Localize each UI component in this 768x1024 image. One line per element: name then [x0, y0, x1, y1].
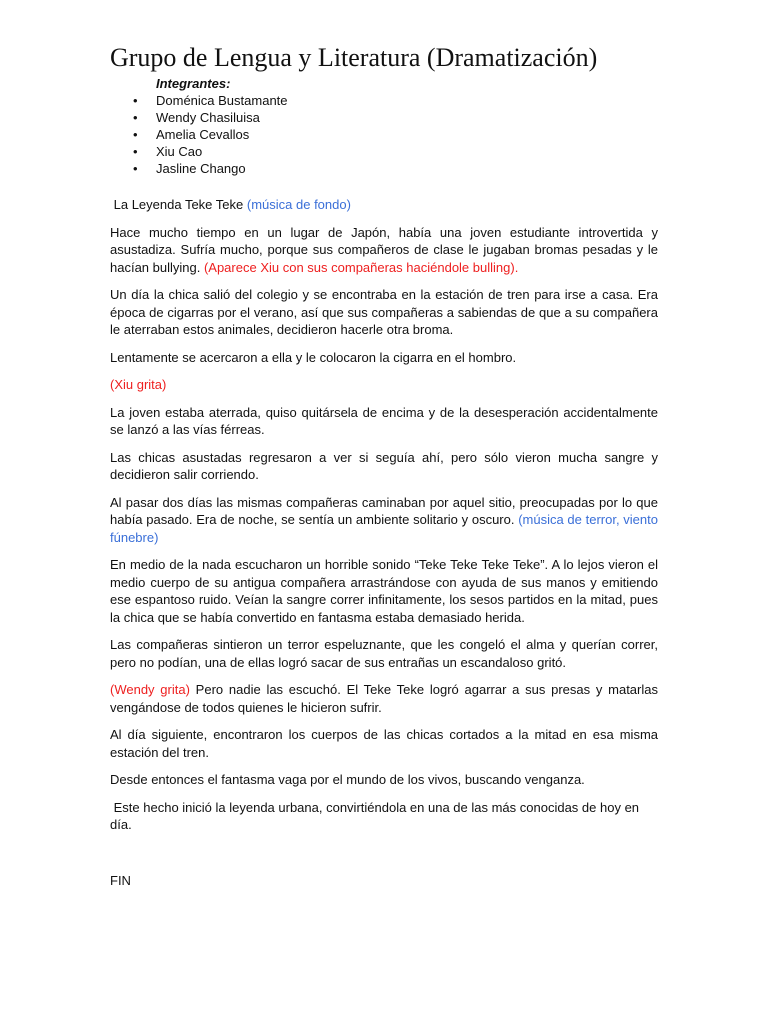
paragraph: [110, 556, 658, 626]
paragraph-text: Un día la chica salió del colegio y se encontraba en la estación de tren para irse a casa. Era época de cigarras por el verano, así que sus compañeras a sabiendas de que a su compañera le aterraban estos animales, decidieron hacerle otra broma.: [110, 287, 658, 337]
paragraph-text: Las chicas asustadas regresaron a ver si seguía ahí, pero sólo vieron mucha sangre y decidieron salir corriendo.: [110, 449, 658, 482]
paragraph-text: Lentamente se acercaron a ella y le colocaron la cigarra en el hombro.: [110, 349, 517, 365]
story-title: [110, 196, 658, 214]
paragraph: [110, 349, 658, 367]
member-name: Wendy Chasiluisa: [156, 110, 260, 125]
bullet-icon: •: [133, 110, 138, 125]
stage-direction: (música de terror, viento fúnebre): [110, 512, 658, 545]
bullet-icon: •: [133, 93, 138, 108]
list-item: [110, 109, 658, 126]
stage-direction: (Wendy grita): [110, 682, 190, 697]
paragraph-text: La joven estaba aterrada, quiso quitársela de encima y de la desesperación accidentalmente se lanzó a las vías férreas.: [110, 404, 658, 437]
paragraph: [110, 636, 658, 671]
paragraph: [110, 286, 658, 339]
paragraph-text: Desde entonces el fantasma vaga por el mundo de los vivos, buscando venganza.: [110, 772, 585, 787]
list-item: [110, 143, 658, 160]
bullet-icon: •: [133, 161, 138, 176]
bullet-icon: •: [133, 127, 138, 142]
member-name: Jasline Chango: [156, 161, 246, 176]
members-list: [110, 92, 658, 177]
member-name: Xiu Cao: [156, 144, 203, 159]
paragraph: [110, 494, 658, 547]
paragraph-text: Pero nadie las escuchó. El Teke Teke logró agarrar a sus presas y matarlas vengándose de todos quienes le hicieron sufrir.: [110, 682, 658, 715]
members-label: Integrantes:: [156, 76, 231, 91]
paragraph-text: Al día siguiente, encontraron los cuerpos de las chicas cortados a la mitad en esa misma estación del tren.: [110, 727, 658, 760]
paragraph-text: En medio de la nada escucharon un horrible sonido “Teke Teke Teke Teke”. A lo lejos vieron el medio cuerpo de su antigua compañera arrastrándose con ayuda de sus manos y emitiendo ese espantoso ruido. Veían la sangre correr infinitamente, los sesos partidos en la mitad, pues la chica que se había convertido en fantasma estaba demasiado herida.: [110, 557, 658, 625]
list-item: [110, 126, 658, 143]
bullet-icon: •: [133, 144, 138, 159]
stage-direction: (Xiu grita): [110, 377, 167, 392]
page-title: Grupo de Lengua y Literatura (Dramatización): [110, 43, 598, 72]
paragraph: [110, 681, 658, 716]
document-body: [110, 196, 658, 889]
paragraph-text: Las compañeras sintieron un terror espeluznante, que les congeló el alma y querían correr, pero no podían, una de ellas logró sacar de sus entrañas un escandaloso gritó.: [110, 637, 658, 670]
paragraph: [110, 224, 658, 277]
paragraph: [110, 726, 658, 761]
paragraph: [110, 449, 658, 484]
paragraph-text: Hace mucho tiempo en un lugar de Japón, había una joven estudiante introvertida y asustadiza. Sufría mucho, porque sus compañeros de clase le jugaban bromas pesadas y le hacían bullying.: [110, 224, 658, 275]
stage-direction: (música de fondo): [246, 197, 351, 212]
list-item: [110, 92, 658, 109]
paragraph-text: Este hecho inició la leyenda urbana, convirtiéndola en una de las más conocidas de hoy en día.: [110, 799, 643, 832]
paragraph: [110, 771, 658, 789]
end-marker: FIN: [110, 872, 131, 888]
member-name: Amelia Cevallos: [156, 127, 250, 142]
paragraph-text: Al pasar dos días las mismas compañeras caminaban por aquel sitio, preocupadas por lo que había pasado. Era de noche, se sentía un ambiente solitario y oscuro.: [110, 494, 658, 527]
member-name: Doménica Bustamante: [156, 93, 288, 108]
list-item: [110, 160, 658, 177]
paragraph: [110, 404, 658, 439]
paragraph: [110, 376, 658, 394]
paragraph: [110, 799, 658, 834]
stage-direction: (Aparece Xiu con sus compañeras haciéndole bulling).: [203, 259, 519, 275]
paragraph-text: La Leyenda Teke Teke: [110, 197, 247, 212]
